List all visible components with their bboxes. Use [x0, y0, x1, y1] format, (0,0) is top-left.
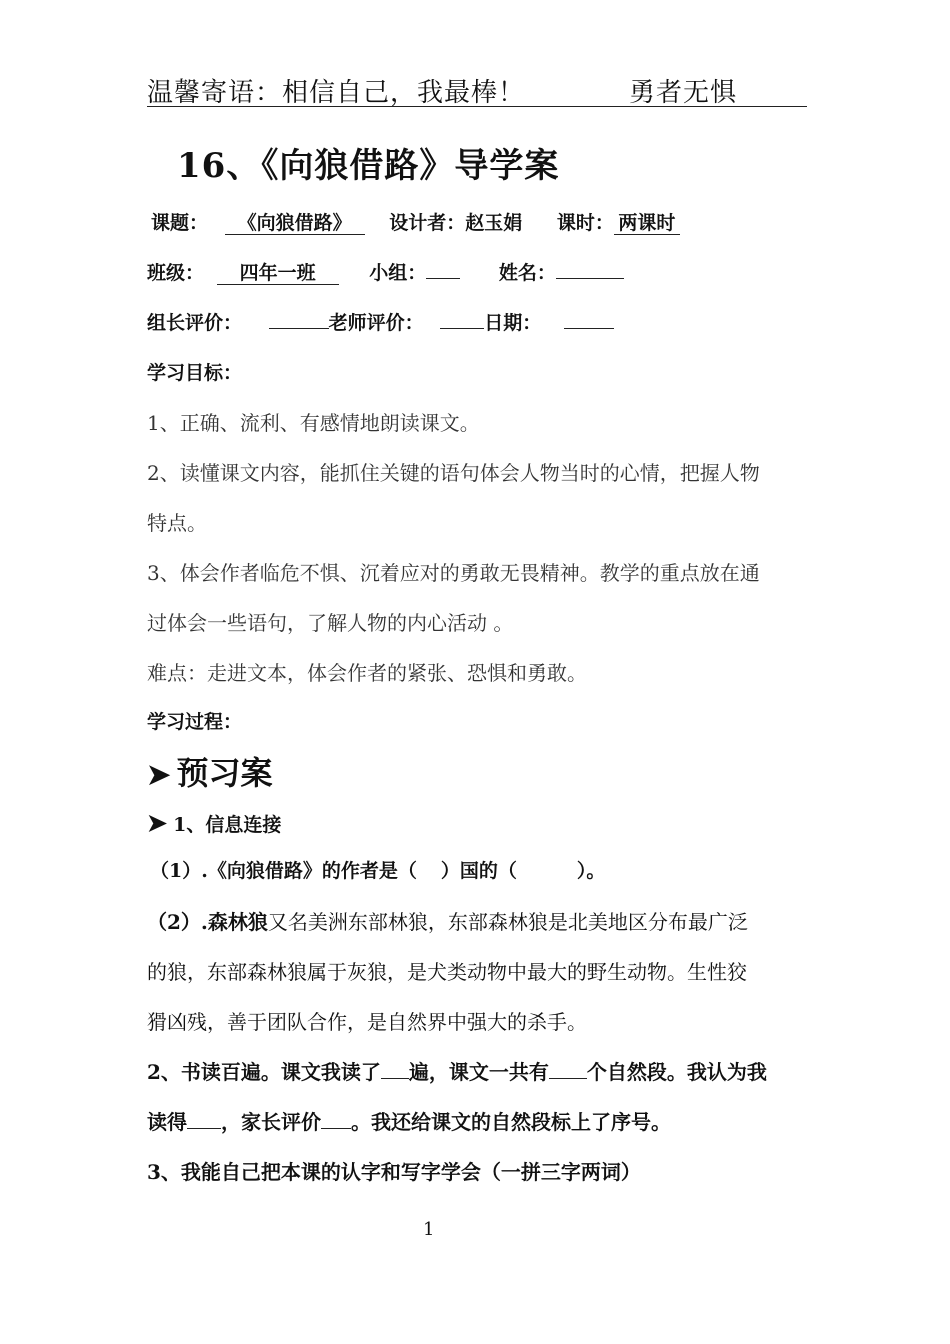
goal-2-line1: 2、读懂课文内容，能抓住关键的语句体会人物当时的心情，把握人物 — [147, 461, 760, 485]
preview-heading: ➤ 预习案 — [147, 754, 273, 792]
header-motto: 温馨寄语：相信自己，我最棒！ — [147, 78, 526, 108]
date-blank[interactable] — [564, 328, 614, 329]
reading-line1: 2、书读百遍。课文我读了 遍，课文一共有 个自然段。我认为我 — [147, 1060, 767, 1084]
page-header — [147, 68, 807, 107]
class-value: 四年一班 — [217, 262, 339, 285]
paragraph-count-blank[interactable] — [549, 1060, 587, 1079]
arrow-icon: ➤ — [147, 808, 168, 837]
name-blank[interactable] — [556, 278, 624, 279]
document-title: 16、《向狼借路》导学案 — [177, 146, 560, 186]
period-value: 两课时 — [614, 212, 680, 235]
info-row-class: 班级： 四年一班 小组： 姓名： — [147, 258, 624, 285]
goal-3-line1: 3、体会作者临危不惧、沉着应对的勇敢无畏精神。教学的重点放在通 — [147, 561, 760, 585]
info-row-evaluation: 组长评价： 老师评价： 日期： — [147, 308, 614, 335]
info-link-heading: ➤ 1、信息连接 — [147, 808, 282, 837]
difficulty: 难点：走进文本，体会作者的紧张、恐惧和勇敢。 — [147, 661, 587, 685]
teacher-eval-blank[interactable] — [440, 328, 484, 329]
page-number: 1 — [423, 1219, 435, 1240]
question-2-line2: 的狼，东部森林狼属于灰狼，是犬类动物中最大的野生动物。生性狡 — [147, 960, 747, 984]
read-times-blank[interactable] — [381, 1060, 409, 1079]
info-row-topic: 课题： 《向狼借路》 设计者：赵玉娟 课时： 两课时 — [151, 208, 680, 235]
parent-eval-blank[interactable] — [321, 1110, 351, 1129]
leader-eval-blank[interactable] — [269, 328, 329, 329]
goal-2-line2: 特点。 — [147, 511, 207, 535]
question-2-line3: 猾凶残，善于团队合作，是自然界中强大的杀手。 — [147, 1010, 587, 1034]
group-blank[interactable] — [426, 278, 460, 279]
goal-1: 1、正确、流利、有感情地朗读课文。 — [147, 411, 480, 435]
question-1: （1）.《向狼借路》的作者是（ ）国的（ ）。 — [150, 860, 606, 882]
arrow-icon: ➤ — [147, 758, 171, 791]
goals-heading: 学习目标： — [147, 362, 243, 384]
topic-value: 《向狼借路》 — [225, 212, 365, 235]
character-task: 3、我能自己把本课的认字和写字学会（一拼三字两词） — [147, 1160, 641, 1184]
designer-value: 赵玉娟 — [465, 212, 523, 234]
self-rating-blank[interactable] — [187, 1110, 221, 1129]
header-slogan: 勇者无惧 — [629, 78, 738, 108]
goal-3-line2: 过体会一些语句，了解人物的内心活动 。 — [147, 611, 514, 635]
reading-line2: 读得 ，家长评价 。我还给课文的自然段标上了序号。 — [147, 1110, 671, 1134]
question-2-line1: （2）.森林狼又名美洲东部林狼，东部森林狼是北美地区分布最广泛 — [147, 910, 748, 934]
process-heading: 学习过程： — [147, 711, 243, 733]
